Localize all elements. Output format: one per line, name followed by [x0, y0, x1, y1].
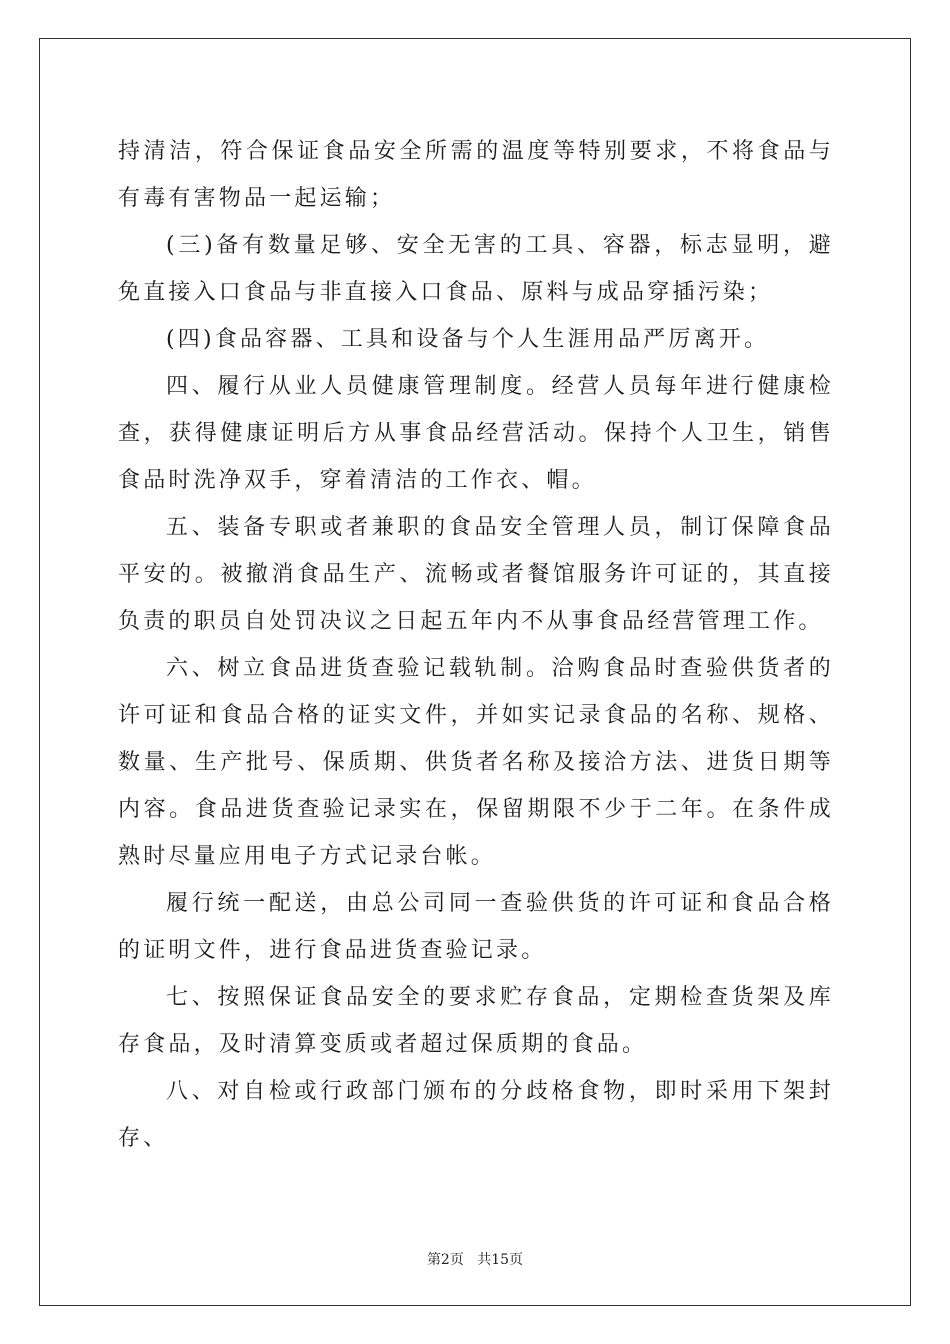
paragraph: 四、履行从业人员健康管理制度。经营人员每年进行健康检查，获得健康证明后方从事食品经营活动。保持个人卫生，销售食品时洗净双手，穿着清洁的工作衣、帽。 — [118, 374, 834, 493]
document-body — [118, 128, 834, 1162]
paragraph: (三)备有数量足够、安全无害的工具、容器，标志显明，避免直接入口食品与非直接入口食品、原料与成品穿插污染； — [118, 233, 834, 305]
paragraph: 七、按照保证食品安全的要求贮存食品，定期检查货架及库存食品，及时清算变质或者超过保质期的食品。 — [118, 985, 834, 1057]
page-footer — [0, 1249, 950, 1269]
paragraph: 持清洁，符合保证食品安全所需的温度等特别要求，不将食品与有毒有害物品一起运输； — [118, 139, 834, 211]
page-total: 共15页 — [477, 1252, 524, 1268]
paragraph: 履行统一配送，由总公司同一查验供货的许可证和食品合格的证明文件，进行食品进货查验记录。 — [118, 891, 834, 963]
page-number: 第2页 — [426, 1252, 464, 1268]
paragraph: 五、装备专职或者兼职的食品安全管理人员，制订保障食品平安的。被撤消食品生产、流畅或者餐馆服务许可证的，其直接负责的职员自处罚决议之日起五年内不从事食品经营管理工作。 — [118, 515, 834, 634]
paragraph: (四)食品容器、工具和设备与个人生涯用品严厉离开。 — [166, 327, 770, 352]
paragraph: 八、对自检或行政部门颁布的分歧格食物，即时采用下架封存、 — [118, 1079, 834, 1151]
paragraph: 六、树立食品进货查验记载轨制。洽购食品时查验供货者的许可证和食品合格的证实文件，并如实记录食品的名称、规格、数量、生产批号、保质期、供货者名称及接洽方法、进货日期等内容。食品进货查验记录实在，保留期限不少于二年。在条件成熟时尽量应用电子方式记录台帐。 — [118, 656, 834, 869]
